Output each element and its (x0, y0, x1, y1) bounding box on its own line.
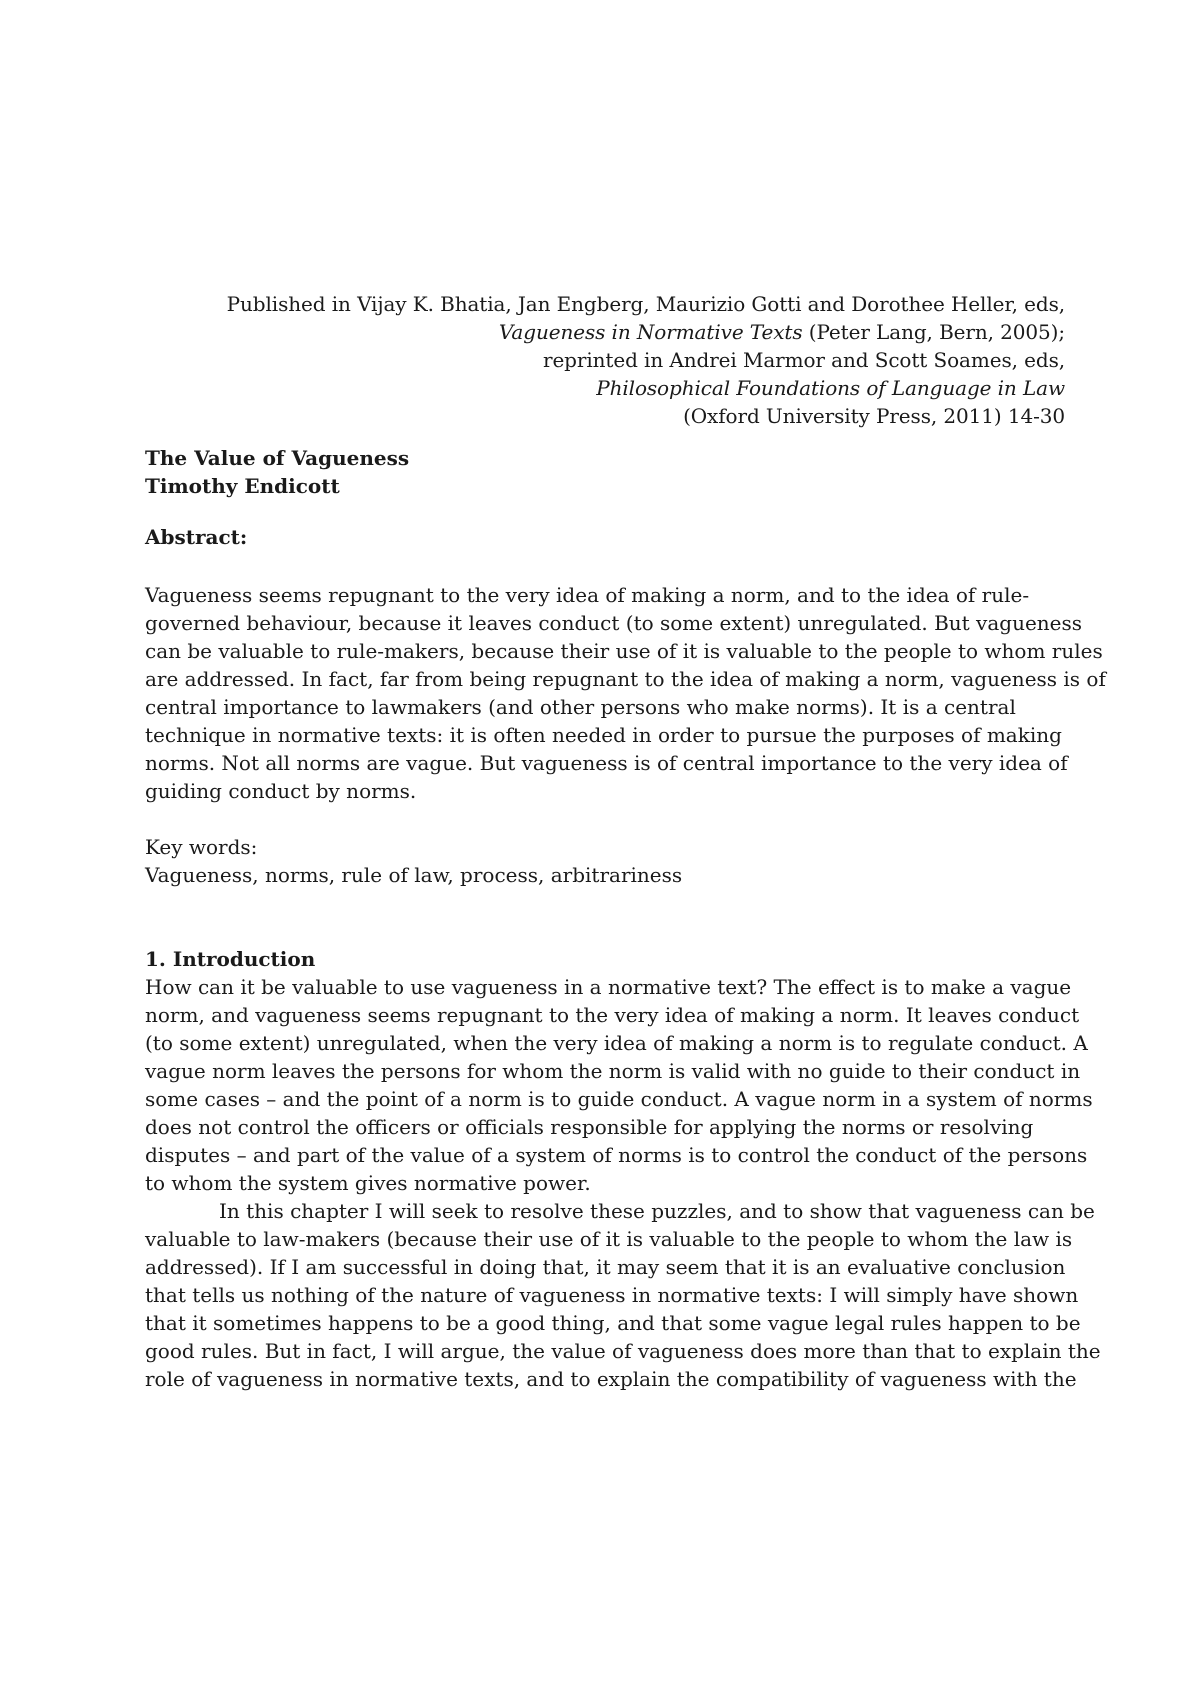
document-page (145, 0, 1106, 1698)
keywords-label: Key words: (145, 835, 258, 859)
abstract-line: are addressed. In fact, far from being repugnant to the idea of making a norm, vagueness is of (145, 667, 1106, 691)
intro-line: that tells us nothing of the nature of vagueness in normative texts: I will simply have shown (145, 1283, 1079, 1307)
abstract-line: Vagueness seems repugnant to the very idea of making a norm, and to the idea of rule- (145, 583, 1030, 607)
section-heading-introduction: 1. Introduction (145, 947, 316, 971)
abstract-line: norms. Not all norms are vague. But vagueness is of central importance to the very idea of (145, 751, 1068, 775)
intro-line: vague norm leaves the persons for whom the norm is valid with no guide to their conduct in (145, 1059, 1081, 1083)
abstract-line: central importance to lawmakers (and other persons who make norms). It is a central (145, 695, 1016, 719)
publication-line-3: reprinted in Andrei Marmor and Scott Soames, eds, (542, 348, 1065, 372)
intro-line: role of vagueness in normative texts, and to explain the compatibility of vagueness with the (145, 1367, 1077, 1391)
intro-line: some cases – and the point of a norm is to guide conduct. A vague norm in a system of norms (145, 1087, 1093, 1111)
keywords-section (145, 833, 682, 889)
keywords-value: Vagueness, norms, rule of law, process, arbitrariness (145, 863, 683, 887)
introduction-body (145, 973, 1101, 1393)
abstract-line: technique in normative texts: it is often needed in order to pursue the purposes of making (145, 723, 1062, 747)
title-block (145, 444, 409, 500)
abstract-line: governed behaviour, because it leaves conduct (to some extent) unregulated. But vagueness (145, 611, 1083, 635)
intro-line: disputes – and part of the value of a system of norms is to control the conduct of the persons (145, 1143, 1088, 1167)
intro-line: valuable to law-makers (because their use of it is valuable to the people to whom the law is (145, 1227, 1073, 1251)
author-name: Timothy Endicott (145, 474, 340, 498)
publisher-1: (Peter Lang, Bern, 2005); (802, 320, 1065, 344)
intro-line: addressed). If I am successful in doing that, it may seem that it is an evaluative conclusion (145, 1255, 1066, 1279)
intro-line: good rules. But in fact, I will argue, the value of vagueness does more than that to explain the (145, 1339, 1101, 1363)
intro-line: norm, and vagueness seems repugnant to the very idea of making a norm. It leaves conduct (145, 1003, 1080, 1027)
publication-info (227, 290, 1065, 430)
intro-line: (to some extent) unregulated, when the very idea of making a norm is to regulate conduct. A (145, 1031, 1088, 1055)
paper-title: The Value of Vagueness (145, 446, 410, 470)
abstract-line: can be valuable to rule-makers, because their use of it is valuable to the people to whom rules (145, 639, 1103, 663)
book-title-2: Philosophical Foundations of Language in Law (596, 376, 1065, 400)
publication-line-2 (227, 318, 1065, 346)
intro-line: to whom the system gives normative power. (145, 1171, 591, 1195)
intro-line: that it sometimes happens to be a good thing, and that some vague legal rules happen to be (145, 1311, 1081, 1335)
publication-line-1: Published in Vijay K. Bhatia, Jan Engberg, Maurizio Gotti and Dorothee Heller, eds, (226, 292, 1065, 316)
abstract-heading: Abstract: (145, 525, 248, 549)
intro-line: In this chapter I will seek to resolve these puzzles, and to show that vagueness can be (219, 1199, 1095, 1223)
book-title-1: Vagueness in Normative Texts (498, 320, 803, 344)
intro-line: does not control the officers or officials responsible for applying the norms or resolving (145, 1115, 1034, 1139)
publication-line-5: (Oxford University Press, 2011) 14-30 (683, 404, 1065, 428)
intro-line: How can it be valuable to use vagueness in a normative text? The effect is to make a vague (145, 975, 1072, 999)
abstract-line: guiding conduct by norms. (145, 779, 417, 803)
abstract-body (145, 581, 1106, 805)
publication-line-4 (227, 374, 1065, 402)
